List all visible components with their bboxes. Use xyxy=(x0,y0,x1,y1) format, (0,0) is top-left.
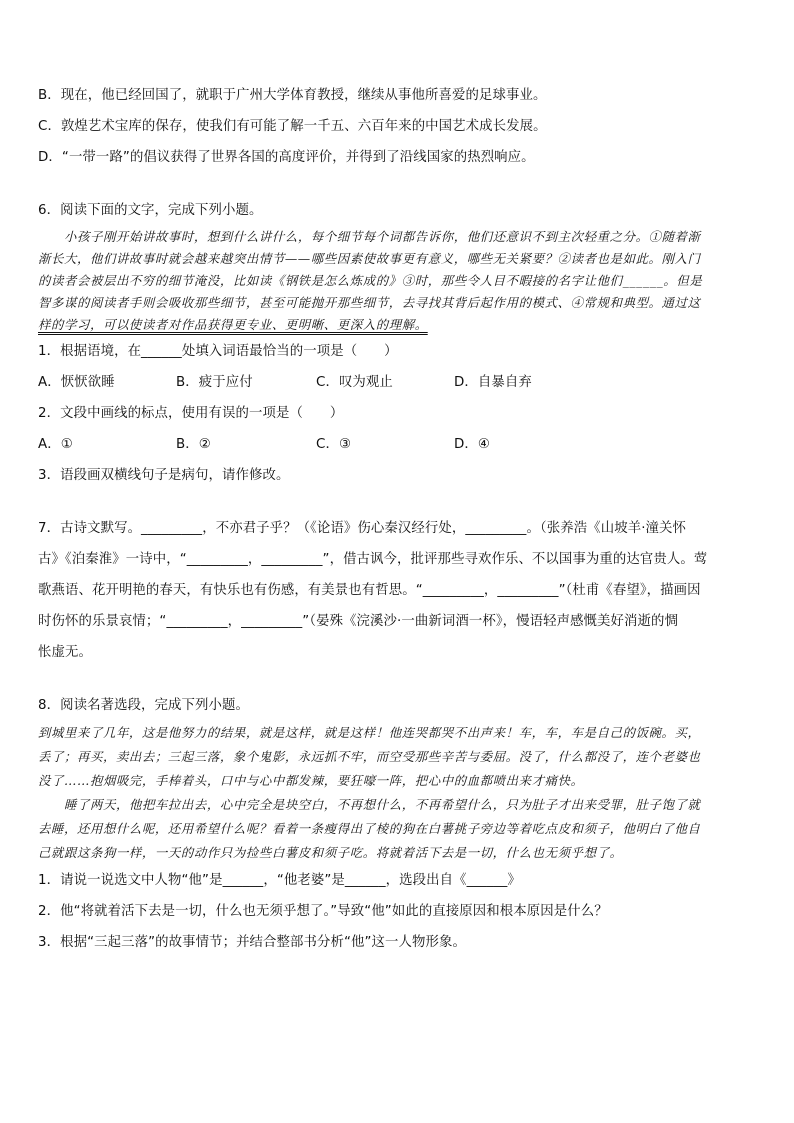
q8-sub1-question: 1．请说一说选文中人物“他”是______，“他老婆”是______，选段出自《______》 xyxy=(38,873,521,888)
q8-sub2-question: 2．他“将就着活下去是一切，什么也无须乎想了。”导致“他”如此的直接原因和根本原因是什么？ xyxy=(38,904,608,919)
q6-sub1-option-b[interactable]: B．疲于应付 xyxy=(176,375,253,390)
q8-passage-line: 到城里来了几年，这是他努力的结果，就是这样，就是这样！他连哭都哭不出声来！车，车，车是自己的饭碗。买， xyxy=(38,725,701,740)
q6-sub1-options xyxy=(38,367,758,398)
q8-passage-line: 丢了；再买，卖出去；三起三落，象个鬼影，永远抓不牢，而空受那些辛苦与委屈。没了，什么都没了，连个老婆也 xyxy=(38,749,701,764)
q6-sub2-question: 2．文段中画线的标点，使用有误的一项是（ ） xyxy=(38,406,344,421)
q6-sub3-question: 3．语段画双横线句子是病句，请作修改。 xyxy=(38,468,290,483)
q6-passage-line-double-underlined: 样的学习，可以使读者对作品获得更专业、更明晰、更深入的理解。 xyxy=(38,317,428,332)
exam-page xyxy=(38,80,758,958)
q8-passage-line: 去睡，还用想什么呢，还用希望什么呢？看着一条瘦得出了棱的狗在白薯挑子旁边等着吃点皮和须子，他明白了他自 xyxy=(38,821,701,836)
q7-line: 7．古诗文默写。_________，不亦君子乎？（《论语》伤心秦汉经行处，_________。（张养浩《山坡羊·潼关怀 xyxy=(38,521,687,536)
q6-sub2-option-c[interactable]: C．③ xyxy=(316,437,352,452)
q5-option-d: D．“一带一路”的倡议获得了世界各国的高度评价，并得到了沿线国家的热烈响应。 xyxy=(38,150,535,165)
q6-sub2-option-b[interactable]: B．② xyxy=(176,437,211,452)
q5-option-c: C．敦煌艺术宝库的保存，使我们有可能了解一千五、六百年来的中国艺术成长发展。 xyxy=(38,119,547,134)
q6-sub1-option-c[interactable]: C．叹为观止 xyxy=(316,375,393,390)
q7-line: 时伤怀的乐景哀情；“_________，_________”（晏殊《浣溪沙·一曲新词酒一杯》，慢语轻声感慨美好消逝的惆 xyxy=(38,614,678,629)
q6-passage-line: 的读者会被层出不穷的细节淹没，比如读《钢铁是怎么炼成的》③时，那些令人目不暇接的名字让他们______。但是 xyxy=(38,273,703,288)
q8-passage-line: 睡了两天，他把车拉出去，心中完全是块空白，不再想什么，不再希望什么，只为肚子才出来受罪，肚子饱了就 xyxy=(64,797,701,812)
q6-sub2-option-a[interactable]: A．① xyxy=(38,437,73,452)
q6-title: 6．阅读下面的文字，完成下列小题。 xyxy=(38,203,263,218)
q8-title: 8．阅读名著选段，完成下列小题。 xyxy=(38,698,249,713)
q7-line: 古》《泊秦淮》一诗中，“_________，_________”，借古讽今，批评那些寻欢作乐、不以国事为重的达官贵人。莺 xyxy=(38,552,708,567)
q7-line: 歌燕语、花开明艳的春天，有快乐也有伤感，有美景也有哲思。“_________，_________”（杜甫《春望》，描画因 xyxy=(38,583,701,598)
q6-sub2-options xyxy=(38,429,758,460)
q5-option-b: B．现在，他已经回国了，就职于广州大学体育教授，继续从事他所喜爱的足球事业。 xyxy=(38,88,547,103)
q6-sub1-question: 1．根据语境，在______处填入词语最恰当的一项是（ ） xyxy=(38,344,398,359)
q6-passage-line: 智多谋的阅读者手则会吸收那些细节，甚至可能抛开那些细节，去寻找其背后起作用的模式、④常规和典型。通过这 xyxy=(38,295,701,310)
q8-passage-line: 没了……抱烟吸完，手棒着头，口中与心中都发辣，要狂嚎一阵，把心中的血都喷出来才痛快。 xyxy=(38,773,584,788)
q8-passage-line: 己就跟这条狗一样，一天的动作只为捡些白薯皮和须子吃。将就着活下去是一切，什么也无须乎想了。 xyxy=(38,845,623,860)
q8-sub3-question: 3．根据“三起三落”的故事情节；并结合整部书分析“他”这一人物形象。 xyxy=(38,935,466,950)
q6-sub2-option-d[interactable]: D．④ xyxy=(454,437,491,452)
q6-passage-line: 渐长大，他们讲故事时就会越来越突出情节——哪些因素使故事更有意义，哪些无关紧要？②读者也是如此。刚入门 xyxy=(38,251,701,266)
q6-passage-line: 小孩子刚开始讲故事时，想到什么讲什么，每个细节每个词都告诉你，他们还意识不到主次轻重之分。①随着渐 xyxy=(64,229,701,244)
q6-sub1-option-a[interactable]: A．恹恹欲睡 xyxy=(38,375,115,390)
q6-sub1-option-d[interactable]: D．自暴自弃 xyxy=(454,375,532,390)
q7-line: 怅虚无。 xyxy=(38,645,92,660)
